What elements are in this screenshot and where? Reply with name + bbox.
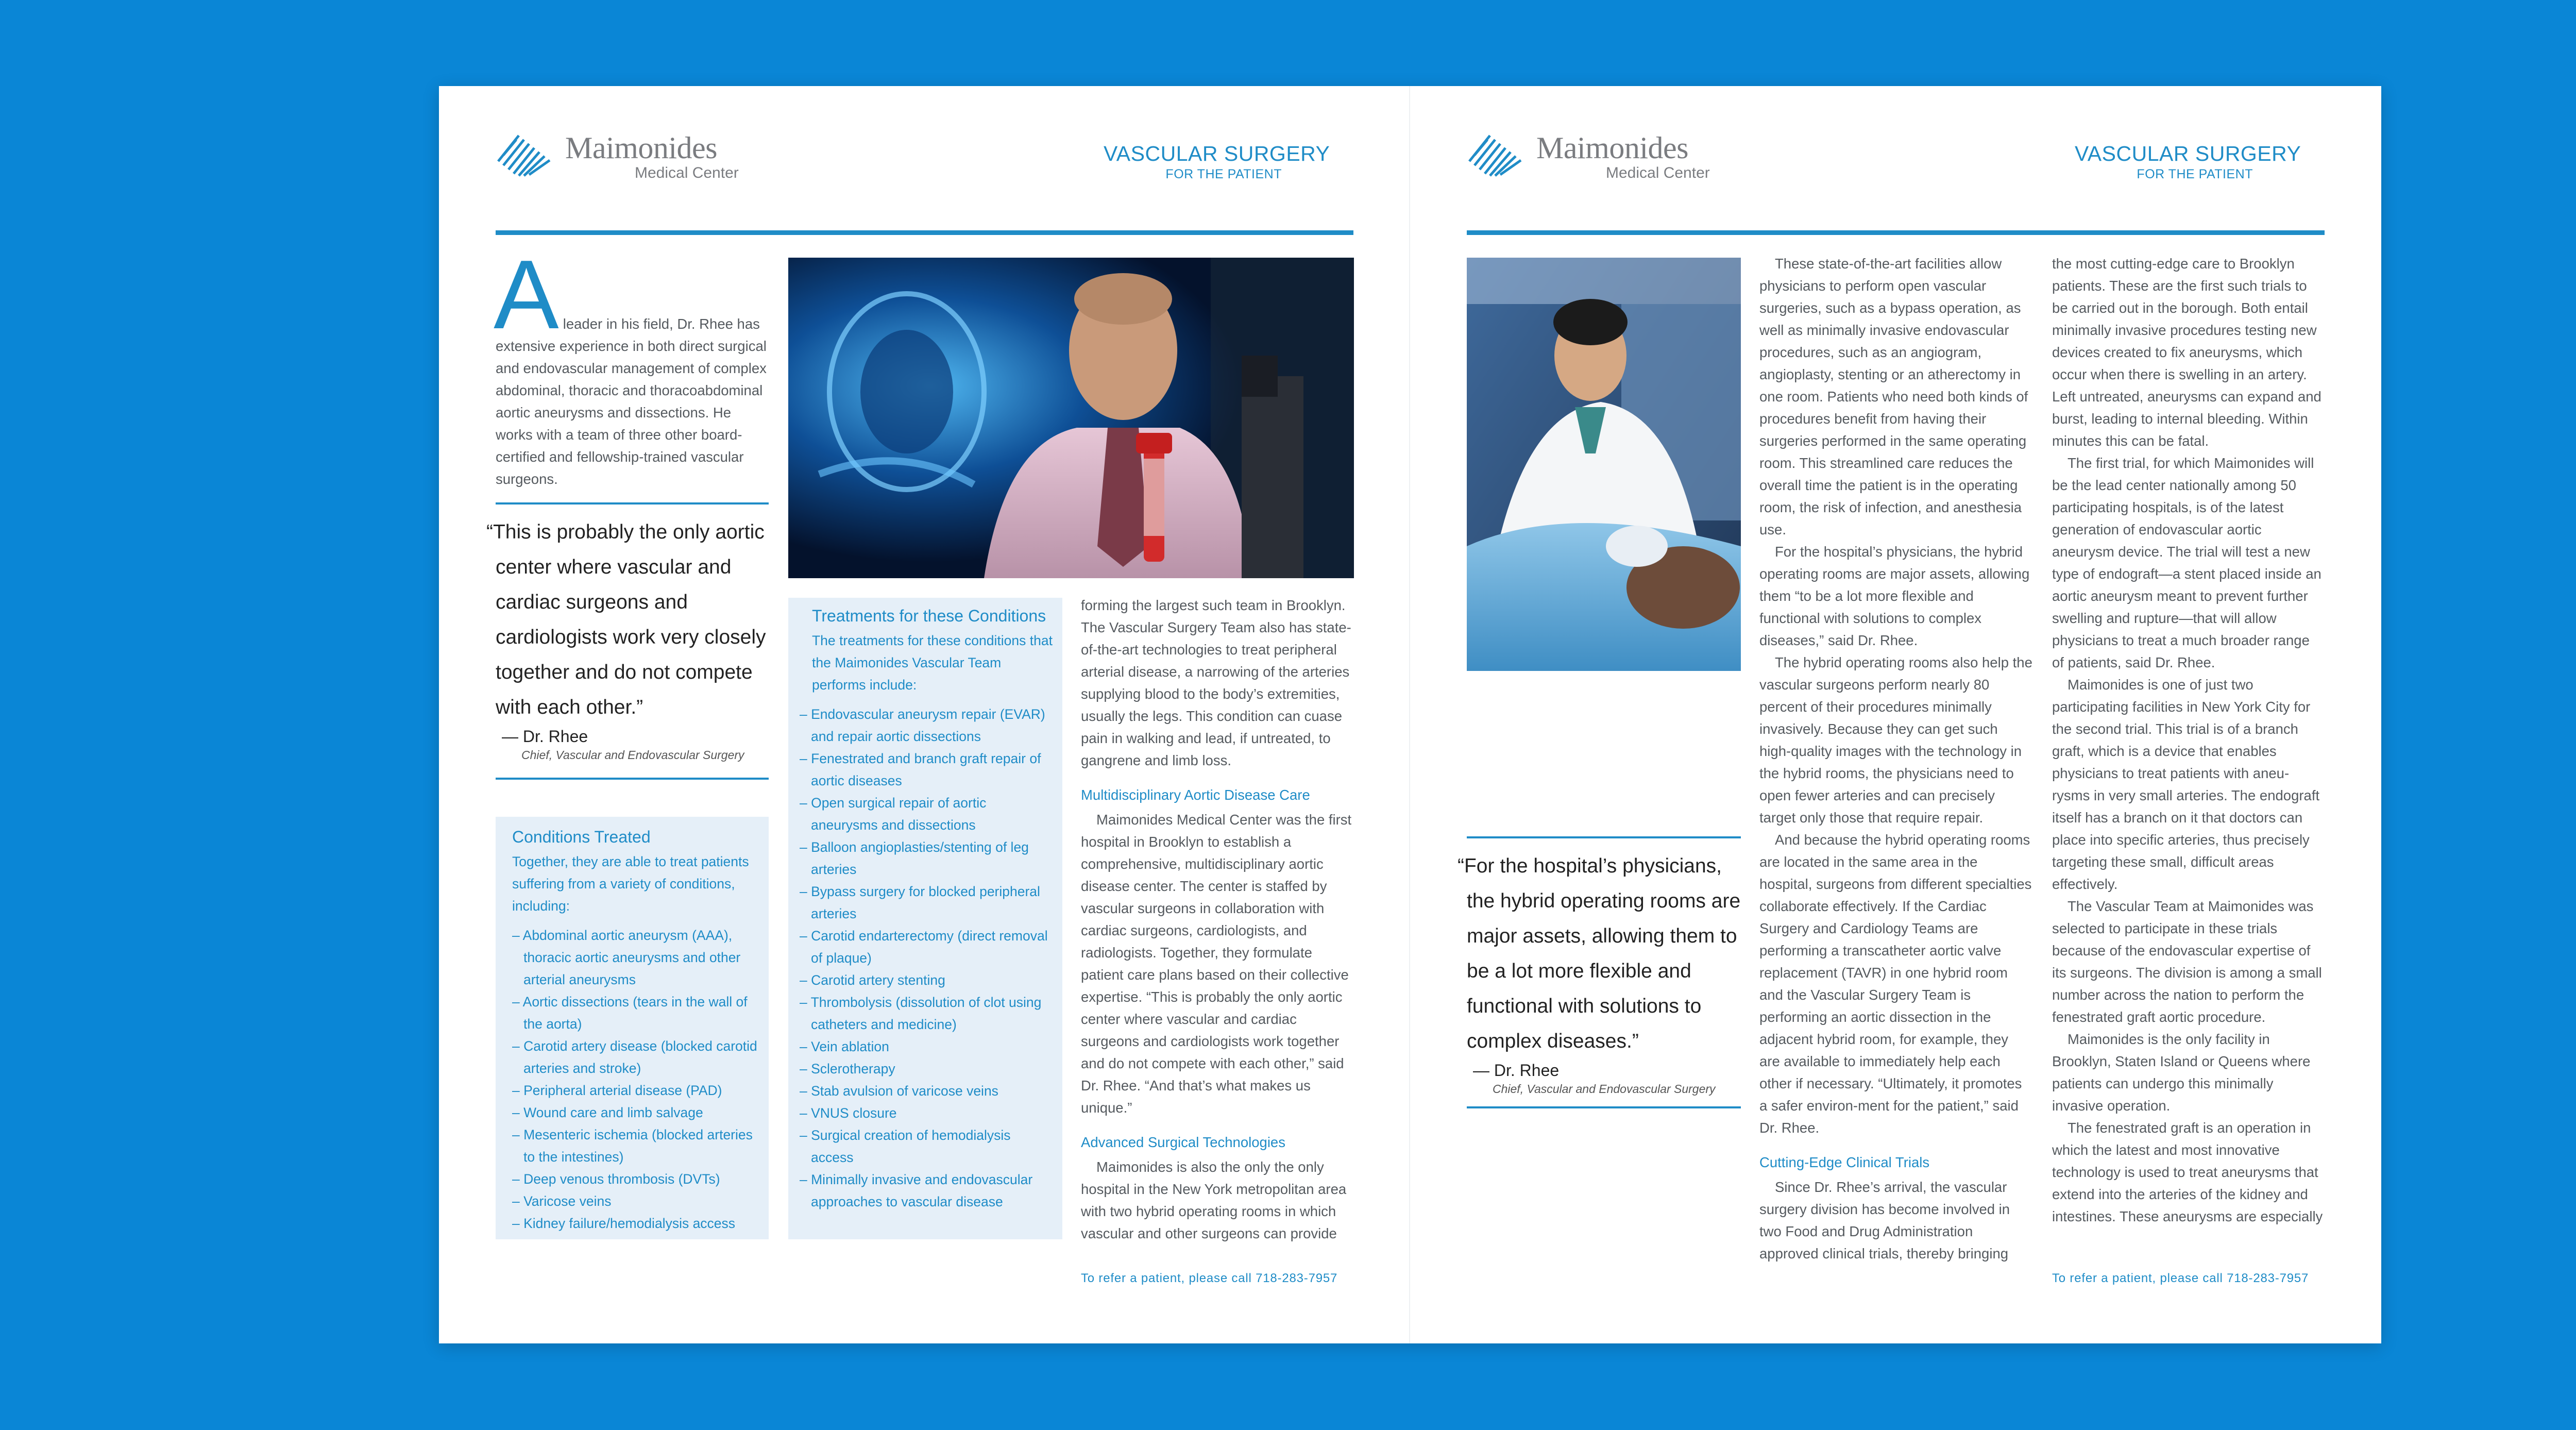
- list-item: – Mesenteric ischemia (blocked arteries to the intestines): [512, 1127, 753, 1165]
- list-item: – Carotid endarterectomy (direct removal of plaque): [800, 928, 1048, 966]
- conditions-list: [512, 924, 760, 1235]
- left-body-column: [1081, 594, 1354, 1244]
- list-item: – Surgical creation of hemodialysis access: [800, 1128, 1011, 1165]
- body-paragraph: The fenestrated graft is an operation in which the latest and most innovative technology is used to treat aneurysms that extend into the arteries of the kidney and intestines. These aneurysms are especially: [2052, 1120, 2323, 1224]
- body-paragraph: These state-of-the-art facilities allow physicians to perform open vascular surgeries, such as a bypass operation, as well as minimally invasive endovascular procedures, such as an angiogram, angioplasty, stenting or an atherectomy in one room. Patients who need both kinds of procedures benefit from having their surgeries performed in the same operating room. This streamlined care reduces the overall time the patient is in the operating room, the risk of infection, and anesthesia use.: [1759, 256, 2028, 537]
- list-item: – VNUS closure: [800, 1105, 897, 1121]
- quote-attribution: — Dr. Rhee: [1473, 1061, 1560, 1080]
- treatments-list: [800, 703, 1055, 1213]
- subheading-surgical-tech: Advanced Surgical Technologies: [1081, 1134, 1285, 1150]
- logo-name: Maimonides: [565, 131, 717, 165]
- subheading-aortic-care: Multidisciplinary Aortic Disease Care: [1081, 787, 1310, 803]
- list-item: – Stab avulsion of varicose veins: [800, 1083, 998, 1099]
- body-paragraph: For the hospital’s physicians, the hybrid operating rooms are major assets, allowing them “to be a lot more flexible and functional with solutions to complex diseases,” said Dr. Rhee.: [1759, 544, 2030, 648]
- logo-subtitle: Medical Center: [1606, 164, 1710, 181]
- logo-name: Maimonides: [1536, 131, 1688, 165]
- list-item: – Carotid artery disease (blocked carotid arteries and stroke): [512, 1038, 757, 1076]
- subheading-clinical-trials: Cutting-Edge Clinical Trials: [1759, 1154, 1930, 1170]
- surgeon-photo-image: [1467, 258, 1741, 671]
- treatments-intro: The treatments for these conditions that the Maimonides Vascular Team performs include:: [812, 633, 1053, 693]
- treatments-title: Treatments for these Conditions: [812, 607, 1046, 625]
- list-item: – Abdominal aortic aneurysm (AAA), thoracic aortic aneurysms and other arterial aneurysms: [512, 928, 741, 987]
- list-item: – Thrombolysis (dissolution of clot using catheters and medicine): [800, 995, 1042, 1032]
- body-paragraph: Maimonides is one of just two participating facilities in New York City for the second trial. This trial is of a branch graft, which is a device that enables physicians to treat patients with aneu-rysms in very small arteries. The endograft itself has a branch on it that doctors can place into specific arteries, thus precisely targeting these small, difficult areas effectively.: [2052, 677, 2320, 892]
- quote-role: Chief, Vascular and Endovascular Surgery: [1493, 1082, 1716, 1096]
- quote-text: “For the hospital’s physicians, the hybrid operating rooms are major assets, allowing them to be a lot more flexible and functional with solutions to complex diseases.”: [1458, 855, 1741, 1052]
- list-item: – Open surgical repair of aortic aneurysms and dissections: [800, 795, 987, 833]
- header-rule: [496, 230, 1353, 235]
- right-page: [1410, 86, 2381, 1343]
- list-item: – Fenestrated and branch graft repair of aortic diseases: [800, 751, 1041, 788]
- section-title: VASCULAR SURGERY: [2075, 142, 2301, 165]
- body-paragraph: the most cutting-edge care to Brooklyn patients. These are the first such trials to be carried out in the borough. Both entail minimally invasive procedures testing new devices created to fix aneurysms, which occur when there is swelling in an artery. Left untreated, aneurysms can expand and burst, leading to internal bleeding. Within minutes this can be fatal.: [2052, 256, 2321, 449]
- maimonides-logo: [496, 127, 743, 179]
- body-paragraph: forming the largest such team in Brooklyn. The Vascular Surgery Team also has state-of-the-art technologies to treat peripheral arterial disease, a narrowing of the arteries supplying blood to the body’s extremities, usually the legs. This condition can cuase pain in walking and lead, if untreated, to gangrene and limb loss.: [1081, 597, 1351, 768]
- body-paragraph: Maimonides is the only facility in Brooklyn, Staten Island or Queens where patients can undergo this minimally invasive operation.: [2052, 1031, 2311, 1114]
- list-item: – Endovascular aneurysm repair (EVAR) and repair aortic dissections: [800, 706, 1045, 744]
- referral-line: To refer a patient, please call 718-283-7957: [2052, 1271, 2309, 1285]
- right-body-column-2: [2052, 253, 2325, 1227]
- left-page: [439, 86, 1410, 1343]
- drop-cap: A: [494, 240, 559, 349]
- body-paragraph: Maimonides is also the only the only hospital in the New York metropolitan area with two hybrid operating rooms in which vascular and other surgeons can provide: [1081, 1159, 1347, 1241]
- conditions-intro: Together, they are able to treat patients suffering from a variety of conditions, including:: [512, 854, 749, 914]
- right-body-column-1: [1759, 253, 2032, 1265]
- list-item: – Sclerotherapy: [800, 1061, 895, 1076]
- quote-bottom-rule: [1467, 1106, 1741, 1108]
- header-rule: [1467, 230, 2325, 235]
- section-heading: [2075, 142, 2301, 182]
- conditions-title: Conditions Treated: [512, 828, 651, 846]
- body-paragraph: The first trial, for which Maimonides will be the lead center nationally among 50 participating hospitals, is of the latest generation of endovascular aortic aneurysm device. The trial will test a new type of endograft—a stent placed inside an aortic aneurysm meant to prevent further swelling and rupture—that will allow physicians to treat a much broader range of patients, said Dr. Rhee.: [2052, 455, 2321, 670]
- body-paragraph: And because the hybrid operating rooms are located in the same area in the hospital, surgeons from different specialties collaborate effectively. If the Cardiac Surgery and Cardiology Teams are performing a transcatheter aortic valve replacement (TAVR) in one hybrid room and the Vascular Surgery Team is performing an aortic dissection in the adjacent hybrid room, for example, they are available to immediately help each other if necessary. “Ultimately, it promotes a safer environ-ment for the patient,” said Dr. Rhee.: [1759, 832, 2032, 1136]
- section-title: VASCULAR SURGERY: [1104, 142, 1330, 165]
- list-item: – Wound care and limb salvage: [512, 1105, 703, 1120]
- body-paragraph: Since Dr. Rhee’s arrival, the vascular surgery division has become involved in two Food and Drug Administration approved clinical trials, thereby bringing: [1759, 1179, 2010, 1261]
- doctor-photo-image: [788, 258, 1354, 578]
- body-paragraph: Maimonides Medical Center was the first hospital in Brooklyn to establish a comprehensive, multidisciplinary aortic disease center. The center is staffed by vascular surgeons in collaboration with cardiac surgeons, cardiologists, and radiologists. Together, they formulate patient care plans based on their collective expertise. “This is probably the only aortic center where vascular and cardiac surgeons and cardiologists work together and do not compete with each other,” said Dr. Rhee. “And that’s what makes us unique.”: [1081, 812, 1352, 1116]
- treatments-box: [788, 598, 1062, 1239]
- list-item: – Carotid artery stenting: [800, 972, 945, 988]
- conditions-box: [496, 817, 769, 1239]
- body-paragraph: The Vascular Team at Maimonides was selected to participate in these trials because of the endovascular expertise of its surgeons. The division is among a small number across the nation to perform the fenestrated graft aortic procedure.: [2052, 898, 2322, 1025]
- referral-line: To refer a patient, please call 718-283-7957: [1081, 1271, 1338, 1285]
- quote-role: Chief, Vascular and Endovascular Surgery: [521, 748, 744, 762]
- list-item: – Deep venous thrombosis (DVTs): [512, 1171, 720, 1187]
- list-item: – Peripheral arterial disease (PAD): [512, 1083, 722, 1098]
- quote-bottom-rule: [496, 778, 769, 780]
- maimonides-logo: [1467, 127, 1714, 179]
- quote-text: “This is probably the only aortic center where vascular and cardiac surgeons and cardiologists work very closely together and do not compete with each other.”: [486, 521, 766, 718]
- pull-quote: [486, 502, 769, 780]
- logo-subtitle: Medical Center: [635, 164, 739, 181]
- logo-stripes-icon: [496, 130, 557, 177]
- list-item: – Kidney failure/hemodialysis access: [512, 1216, 736, 1231]
- body-paragraph: The hybrid operating rooms also help the vascular surgeons perform nearly 80 percent of their procedures minimally invasively. Because they can get such high-quality images with the technology in the hybrid rooms, the physicians need to open fewer arteries and can precisely target only those that require repair.: [1759, 654, 2032, 826]
- list-item: – Minimally invasive and endovascular approaches to vascular disease: [800, 1172, 1033, 1209]
- list-item: – Aortic dissections (tears in the wall of the aorta): [512, 994, 748, 1032]
- list-item: – Varicose veins: [512, 1193, 612, 1209]
- section-subtitle: FOR THE PATIENT: [1165, 167, 1282, 181]
- lead-text: leader in his field, Dr. Rhee has extensive experience in both direct surgical and endovascular management of complex abdominal, thoracic and thoracoabdominal aortic aneurysms and dissections. He works with a team of three other board-certified and fellowship-trained vascular surgeons.: [496, 316, 767, 487]
- list-item: – Balloon angioplasties/stenting of leg arteries: [800, 839, 1029, 877]
- quote-attribution: — Dr. Rhee: [502, 727, 588, 746]
- logo-stripes-icon: [1467, 130, 1529, 177]
- doctor-photo: [788, 258, 1354, 578]
- section-subtitle: FOR THE PATIENT: [2137, 167, 2253, 181]
- list-item: – Bypass surgery for blocked peripheral arteries: [800, 884, 1040, 921]
- section-heading: [1104, 142, 1330, 182]
- list-item: – Vein ablation: [800, 1039, 889, 1054]
- lead-paragraph: [494, 240, 769, 490]
- surgeon-photo: [1467, 258, 1741, 671]
- pull-quote: [1458, 836, 1741, 1108]
